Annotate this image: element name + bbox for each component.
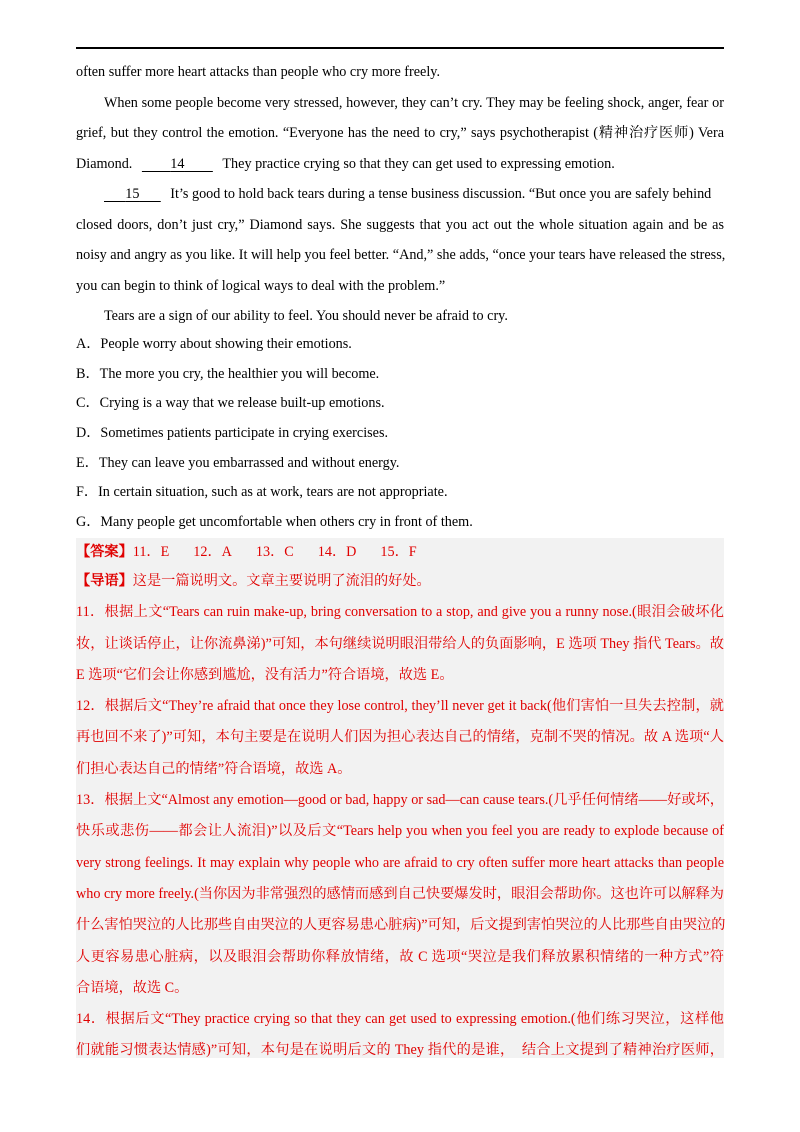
passage-line: Tears are a sign of our ability to feel. You should never be afraid to cry. xyxy=(104,308,508,324)
option-f: F．In certain situation, such as at work, tears are not appropriate. xyxy=(76,484,448,501)
answer-item: 12．A xyxy=(193,544,232,560)
blank-14 xyxy=(142,152,213,176)
passage-line: often suffer more heart attacks than people who cry more freely. xyxy=(76,64,440,80)
explanation-line: 12．根据后文“They’re afraid that once they lose control, they’ll never get it back(他们害怕一旦失去控制，就 xyxy=(76,698,724,715)
guide-line xyxy=(76,567,724,598)
passage-line: noisy and angry as you like. It will help you feel better. “And,” she adds, “once your tears have released the stress, xyxy=(76,247,726,263)
explanation-line: very strong feelings. It may explain why people who are afraid to cry often suffer more heart attacks than people xyxy=(76,854,724,871)
explanation-line: 们担心表达自己的情绪”符合语境，故选 A。 xyxy=(76,760,352,777)
top-rule xyxy=(76,47,724,49)
explanation-line: 再也回不来了)”可知，本句主要是在说明人们因为担心表达自己的情绪，克制不哭的情况。故 A 选项“人 xyxy=(76,729,724,746)
answer-section xyxy=(76,538,724,1058)
option-g: G．Many people get uncomfortable when others cry in front of them. xyxy=(76,514,473,531)
passage-text: It’s good to hold back tears during a tense business discussion. “But once you are safely behind xyxy=(170,186,712,202)
answer-item: 13．C xyxy=(255,544,294,560)
explanation-line: 快乐或悲伤——都会让人流泪)”以及后文“Tears help you when you feel you are ready to explode because of xyxy=(76,823,724,840)
answer-item: 14．D xyxy=(317,544,357,560)
passage xyxy=(76,60,724,540)
explanation-line: 合语境，故选 C。 xyxy=(76,979,189,996)
option-a: A．People worry about showing their emotions. xyxy=(76,336,352,352)
explanation-line: 什么害怕哭泣的人比那些自由哭泣的人更容易患心脏病)”可知，后文提到害怕哭泣的人比那些自由哭泣的 xyxy=(76,917,726,934)
passage-line xyxy=(76,152,724,183)
option-e: E．They can leave you embarrassed and without energy. xyxy=(76,454,400,471)
passage-line: you can begin to think of logical ways to deal with the problem.” xyxy=(76,277,446,294)
explanation-line: 们就能习惯表达情感)”可知，本句是在说明后文的 They 指代的是谁， 结合上文提到了精神治疗医师， xyxy=(76,1042,724,1059)
options-list xyxy=(76,332,724,540)
explanation-line: who cry more freely.(当你因为非常强烈的感情而感到自己快要爆发时，眼泪会帮助你。这也许可以解释为 xyxy=(76,885,724,902)
guide-label: 【导语】 xyxy=(76,573,133,589)
answer-label: 【答案】 xyxy=(76,544,133,560)
answer-key-line xyxy=(76,538,724,567)
passage-text: They practice crying so that they can get used to expressing emotion. xyxy=(222,155,615,172)
explanation-line: 人更容易患心脏病，以及眼泪会帮助你释放情绪，故 C 选项“哭泣是我们释放累积情绪的一种方式”符 xyxy=(76,948,724,965)
blank-number: 14 xyxy=(170,155,185,172)
explanation-line: 13．根据上文“Almost any emotion—good or bad, happy or sad—can cause tears.(几乎任何情绪——好或坏， xyxy=(76,792,724,809)
guide-text: 这是一篇说明文。文章主要说明了流泪的好处。 xyxy=(132,573,431,589)
explanation-line: 11．根据上文“Tears can ruin make-up, bring conversation to a stop, and give you a runny nose.(眼泪会破坏化 xyxy=(76,604,724,621)
answer-item: 15．F xyxy=(380,544,417,560)
option-b: B．The more you cry, the healthier you will become. xyxy=(76,365,380,382)
passage-line xyxy=(76,182,724,213)
blank-15 xyxy=(104,182,161,206)
explanation-line: 妆，让谈话停止，让你流鼻涕)”可知，本句继续说明眼泪带给人的负面影响，E 选项 They 指代 Tears。故 xyxy=(76,635,724,652)
blank-number: 15 xyxy=(125,186,140,202)
explanation-line: 14．根据后文“They practice crying so that they can get used to expressing emotion.(他们练习哭泣，这样他 xyxy=(76,1011,724,1028)
option-d: D．Sometimes patients participate in crying exercises. xyxy=(76,425,389,442)
passage-line: When some people become very stressed, however, they can’t cry. They may be feeling shock, anger, fear or xyxy=(104,94,724,111)
passage-text: Diamond. xyxy=(76,155,133,172)
passage-line: grief, but they control the emotion. “Everyone has the need to cry,” says psychotherapist (精神治疗医师) Vera xyxy=(76,125,724,141)
option-c: C．Crying is a way that we release built-up emotions. xyxy=(76,395,385,412)
passage-line: closed doors, don’t just cry,” Diamond says. She suggests that you act out the whole situation again and be as xyxy=(76,216,724,233)
explanation-line: E 选项“它们会让你感到尴尬，没有活力”符合语境，故选 E。 xyxy=(76,666,454,683)
answer-item: 11．E xyxy=(132,544,170,560)
